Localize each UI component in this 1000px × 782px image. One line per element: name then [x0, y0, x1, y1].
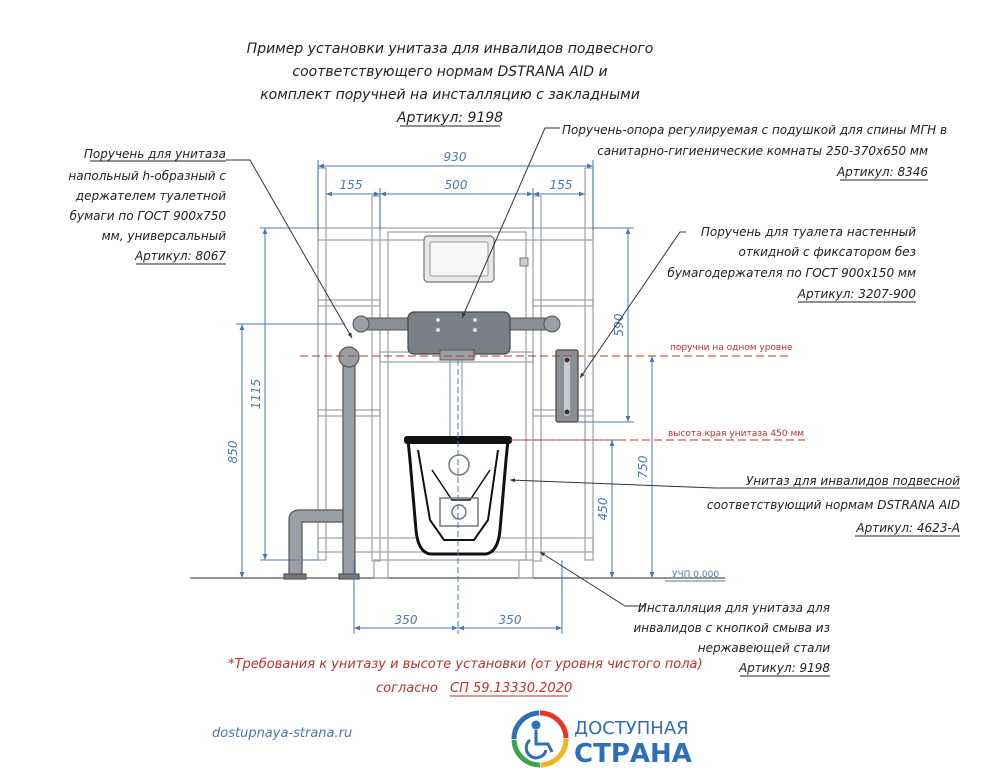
dim-total-width: 930 [443, 150, 467, 164]
website-link[interactable]: dostupnaya-strana.ru [212, 726, 353, 741]
backrest-cushion [408, 312, 510, 354]
floor-rail-line-3: держателем туалетной [75, 189, 226, 203]
callout-backrest [562, 123, 947, 180]
callout-wall-rail [667, 225, 916, 302]
rails-level-note: поручни на одном уровне [670, 343, 793, 353]
wall-rail-line-3: бумагодержателя по ГОСТ 900х150 мм [667, 266, 916, 280]
backrest-line-2: санитарно-гигиенические комнаты 250-370х650 мм [597, 144, 928, 158]
backrest-rail[interactable] [353, 312, 560, 360]
wheelchair-icon [526, 722, 552, 758]
requirements-prefix: согласно [376, 681, 438, 696]
installation-line-2: инвалидов с кнопкой смыва из [633, 621, 830, 635]
dim-wall-rail-span: 590 [612, 313, 626, 337]
callout-toilet [707, 474, 960, 536]
backrest-article: Артикул: 8346 [836, 165, 928, 179]
installation-line-3: нержавеющей стали [697, 641, 830, 655]
callout-floor-rail [68, 147, 226, 264]
floor-rail-line-2: напольный h-образный с [68, 169, 226, 183]
dim-frame-height: 850 [226, 440, 240, 464]
wall-rail-line-1: Поручень для туалета настенный [700, 225, 916, 239]
title-line-2: соответствующего нормам DSTRANA AID и [292, 64, 608, 80]
wall-folding-rail[interactable] [556, 350, 578, 422]
dim-center-width: 500 [444, 178, 468, 192]
wall-rail-article: Артикул: 3207-900 [797, 287, 916, 301]
title-line-1: Пример установки унитаза для инвалидов подвесного [246, 41, 654, 57]
logo-top-text: ДОСТУПНАЯ [574, 718, 689, 739]
dim-left-half: 350 [394, 613, 418, 627]
dimension-lines [236, 160, 725, 634]
backrest-line-1: Поручень-опора регулируемая с подушкой для спины МГН в [562, 123, 948, 137]
rim-height-note: высота края унитаза 450 мм [668, 429, 805, 439]
floor-rail-article: Артикул: 8067 [134, 249, 226, 263]
floor-rail-line-5: мм, универсальный [101, 229, 226, 243]
dim-left-offset: 155 [339, 178, 363, 192]
toilet-article: Артикул: 4623-А [856, 521, 960, 535]
toilet-line-1: Унитаз для инвалидов подвесной [745, 474, 960, 488]
requirements-note [228, 657, 703, 696]
title-line-3: комплект поручней на инсталляцию с закладными [260, 87, 640, 103]
floor-h-rail[interactable] [284, 347, 359, 579]
requirements-line-1: *Требования к унитазу и высоте установки (от уровня чистого пола) [228, 657, 703, 672]
dim-right-half: 350 [498, 613, 522, 627]
wall-rail-line-2: откидной с фиксатором без [738, 245, 916, 259]
installation-line-1: Инсталляция для унитаза для [637, 601, 830, 615]
logo-bottom-text: СТРАНА [574, 739, 692, 769]
installation-article: Артикул: 9198 [738, 661, 830, 675]
title-article: Артикул: 9198 [396, 110, 504, 126]
title-block [247, 41, 654, 126]
brand-logo [514, 713, 692, 769]
requirements-standard-link[interactable]: СП 59.13330.2020 [450, 681, 573, 696]
flush-panel [424, 236, 528, 282]
floor-rail-line-1: Поручень для унитаза [83, 147, 226, 161]
reference-lines [300, 356, 805, 440]
dim-rim-to-ref: 750 [636, 455, 650, 479]
floor-level-label: УЧП 0.000 [672, 570, 720, 580]
toilet-line-2: соответствующий нормам DSTRANA AID [706, 498, 960, 512]
dim-seat-height: 450 [596, 497, 610, 521]
floor-rail-line-4: бумаги по ГОСТ 900х750 [69, 209, 226, 223]
dim-rail-height: 1115 [249, 378, 263, 410]
dim-right-offset: 155 [549, 178, 573, 192]
